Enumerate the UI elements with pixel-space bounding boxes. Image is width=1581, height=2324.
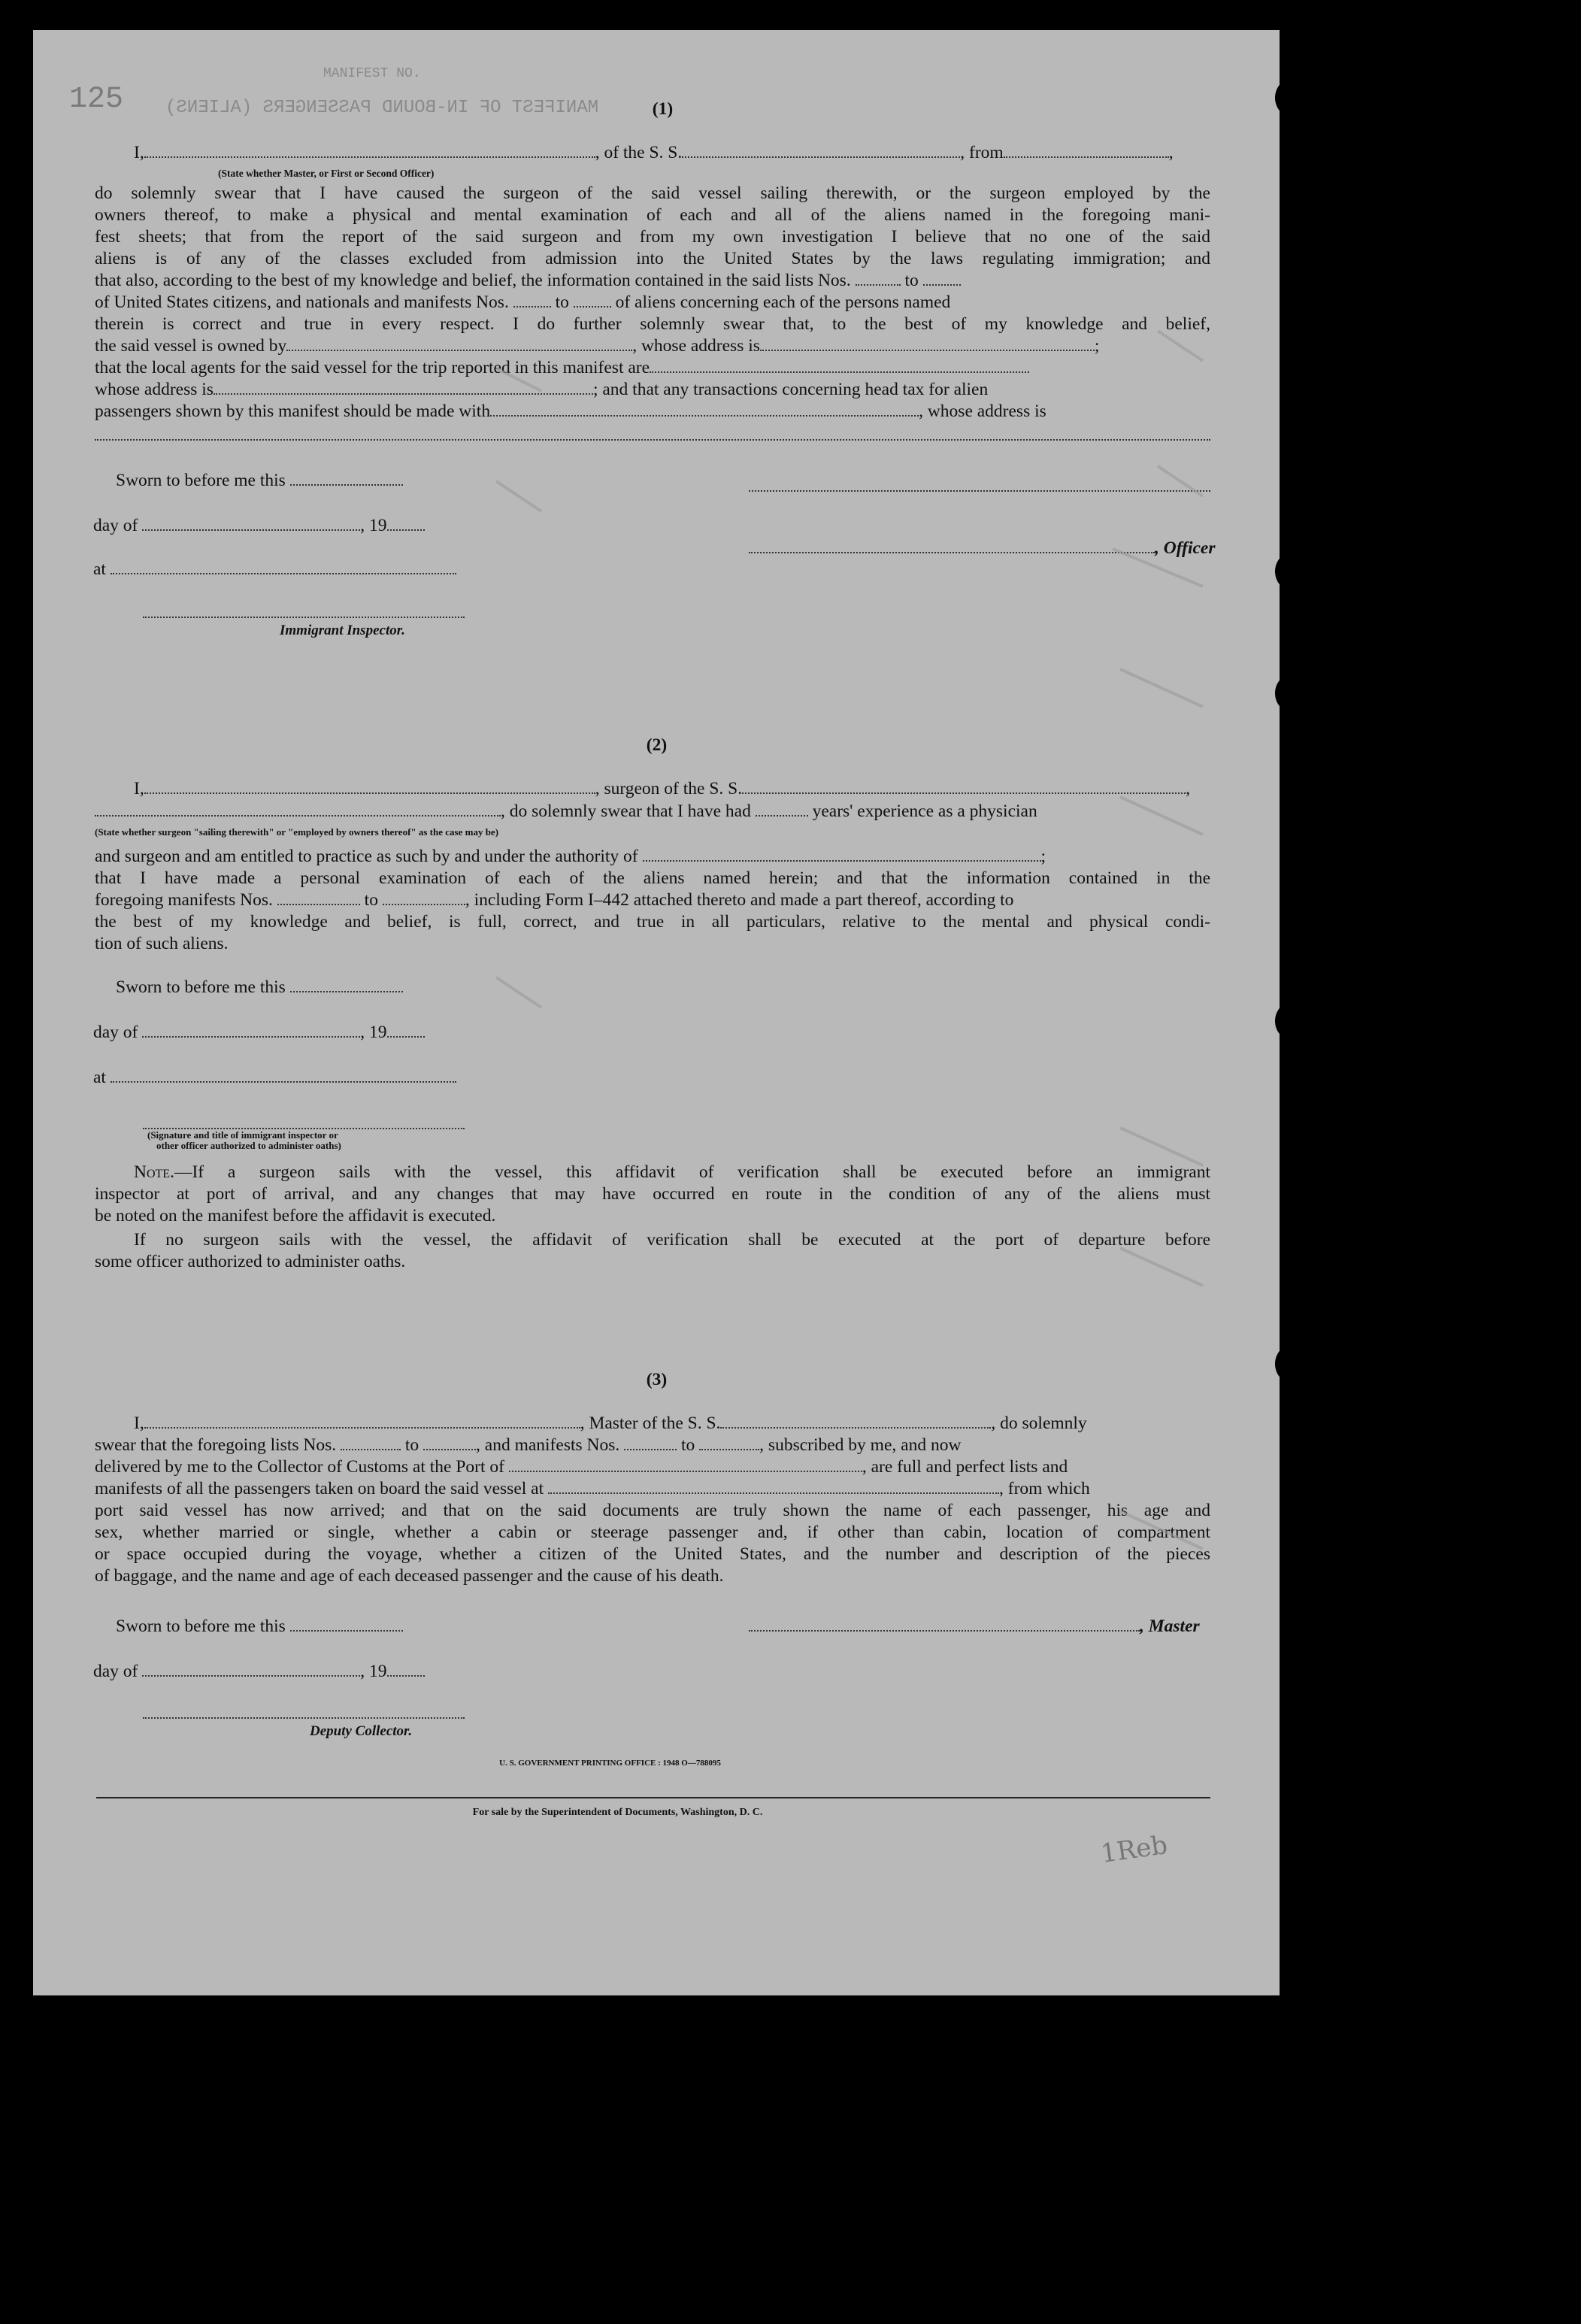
s2-note-5: some officer authorized to administer oaths.: [95, 1252, 406, 1271]
mark: [1158, 466, 1203, 496]
s2-line-6: the best of my knowledge and belief, is full, correct, and true in all particulars, relative to the mental and physical condi-: [95, 912, 1210, 932]
s2-day: day of , 19: [93, 1021, 544, 1044]
s3-master-line: , Master: [749, 1615, 1210, 1638]
s3-day: day of , 19: [93, 1660, 544, 1683]
handwritten-note: 1Reb: [1098, 1829, 1170, 1870]
corner-number: 125: [69, 83, 124, 117]
s2-line-4: that I have made a personal examination of each of the aliens named herein; and that the information contained in the: [95, 868, 1210, 888]
s1-inspector: Immigrant Inspector.: [280, 623, 405, 638]
mark: [1113, 549, 1203, 586]
s1-line-1: I, , of the S. S. , from ,: [134, 143, 1174, 162]
mark: [496, 368, 541, 391]
mark: [496, 481, 541, 511]
s3-line-2: swear that the foregoing lists Nos. to , and manifests Nos. to , subscribed by me, and now: [95, 1435, 962, 1455]
mark: [1120, 797, 1203, 835]
s1-line-11: whose address is ; and that any transactions concerning head tax for alien: [95, 380, 989, 399]
s3-line-5: port said vessel has now arrived; and that on the said documents are truly shown the name of each passenger, his age and: [95, 1501, 1210, 1520]
s1-line-10: that the local agents for the said vessel for the trip reported in this manifest are: [95, 356, 1210, 379]
s1-line-7: of United States citizens, and nationals and manifests Nos. to of aliens concerning each of the persons named: [95, 292, 951, 312]
s3-deputy: Deputy Collector.: [310, 1723, 413, 1739]
s2-sig-note-2: other officer authorized to administer oaths): [156, 1140, 341, 1151]
section-3-heading: (3): [646, 1370, 668, 1389]
s3-line-3: delivered by me to the Collector of Customs at the Port of , are full and perfect lists and: [95, 1457, 1068, 1477]
mark: [1120, 669, 1203, 707]
s2-line-2: , do solemnly swear that I have had years' experience as a physician: [95, 800, 1210, 823]
s1-line-2: do solemnly swear that I have caused the surgeon of the said vessel sailing therewith, or the surgeon employed by the: [95, 183, 1210, 203]
mark: [1120, 1128, 1203, 1165]
s1-line-3: owners thereof, to make a physical and mental examination of each and all of the aliens named in the foregoing mani-: [95, 205, 1210, 225]
s2-line-7: tion of such aliens.: [95, 934, 229, 953]
s1-line-12: passengers shown by this manifest should be made with , whose address is: [95, 401, 1046, 421]
gpo-imprint: U. S. GOVERNMENT PRINTING OFFICE : 1948 O—788095: [499, 1759, 721, 1768]
faint-title: MANIFEST OF IN-BOUND PASSENGERS (ALIENS): [165, 98, 599, 118]
s1-line-9: the said vessel is owned by , whose address is ;: [95, 336, 1100, 356]
s2-line-5: foregoing manifests Nos. to , including Form I–442 attached thereto and made a part thereof, according to: [95, 890, 1014, 910]
section-1-heading: (1): [652, 99, 674, 119]
s2-line-1: I, , surgeon of the S. S. ,: [134, 779, 1190, 798]
s1-line-6: that also, according to the best of my knowledge and belief, the information contained in the said lists Nos. to: [95, 269, 1210, 292]
s1-sworn: Sworn to before me this: [116, 469, 567, 492]
s2-note-1: Note.—If a surgeon sails with the vessel, this affidavit of verification shall be executed before an immigrant: [134, 1162, 1210, 1182]
s1-line-5: aliens is of any of the classes excluded from admission into the United States by the laws regulating immigration; and: [95, 249, 1210, 268]
s2-note-4: If no surgeon sails with the vessel, the affidavit of verification shall be executed at the port of departure before: [134, 1230, 1210, 1250]
s2-surgeon-note: (State whether surgeon "sailing therewith" or "employed by owners thereof" as the case may be): [95, 826, 499, 838]
s1-day: day of , 19: [93, 514, 544, 537]
s3-sworn: Sworn to before me this: [116, 1615, 567, 1638]
s2-note-2: inspector at port of arrival, and any changes that may have occurred en route in the condition of any of the aliens must: [95, 1184, 1210, 1204]
s2-note-3: be noted on the manifest before the affidavit is executed.: [95, 1206, 496, 1226]
s1-line-4: fest sheets; that from the report of the said surgeon and from my own investigation I believe that no one of the said: [95, 227, 1210, 247]
s2-line-3: and surgeon and am entitled to practice as such by and under the authority of ;: [95, 847, 1046, 866]
faint-manifest-no: MANIFEST NO.: [323, 66, 421, 81]
s2-sig-note-1: (Signature and title of immigrant inspector or: [147, 1129, 338, 1141]
s2-sworn: Sworn to before me this: [116, 976, 567, 998]
section-2-heading: (2): [646, 735, 668, 755]
s3-line-1: I, , Master of the S. S. , do solemnly: [134, 1413, 1087, 1433]
s3-line-4: manifests of all the passengers taken on board the said vessel at , from which: [95, 1479, 1090, 1498]
s1-officer-note: (State whether Master, or First or Second Officer): [218, 168, 435, 179]
mark: [1120, 1511, 1203, 1549]
s1-officer-line: , Officer: [749, 537, 1210, 559]
s2-at: at: [93, 1066, 544, 1089]
mark: [496, 977, 541, 1007]
s3-line-8: of baggage, and the name and age of each deceased passenger and the cause of his death.: [95, 1566, 724, 1586]
for-sale-note: For sale by the Superintendent of Documents, Washington, D. C.: [472, 1807, 763, 1818]
s3-line-7: or space occupied during the voyage, whether a citizen of the United States, and the number and description of the pieces: [95, 1544, 1210, 1564]
s3-line-6: sex, whether married or single, whether a cabin or steerage passenger and, if other than cabin, location of compartment: [95, 1523, 1210, 1542]
s1-line-8: therein is correct and true in every respect. I do further solemnly swear that, to the best of my knowledge and belief,: [95, 314, 1210, 334]
mark: [1158, 331, 1203, 361]
mark: [1120, 1248, 1203, 1286]
s1-at: at: [93, 558, 544, 580]
